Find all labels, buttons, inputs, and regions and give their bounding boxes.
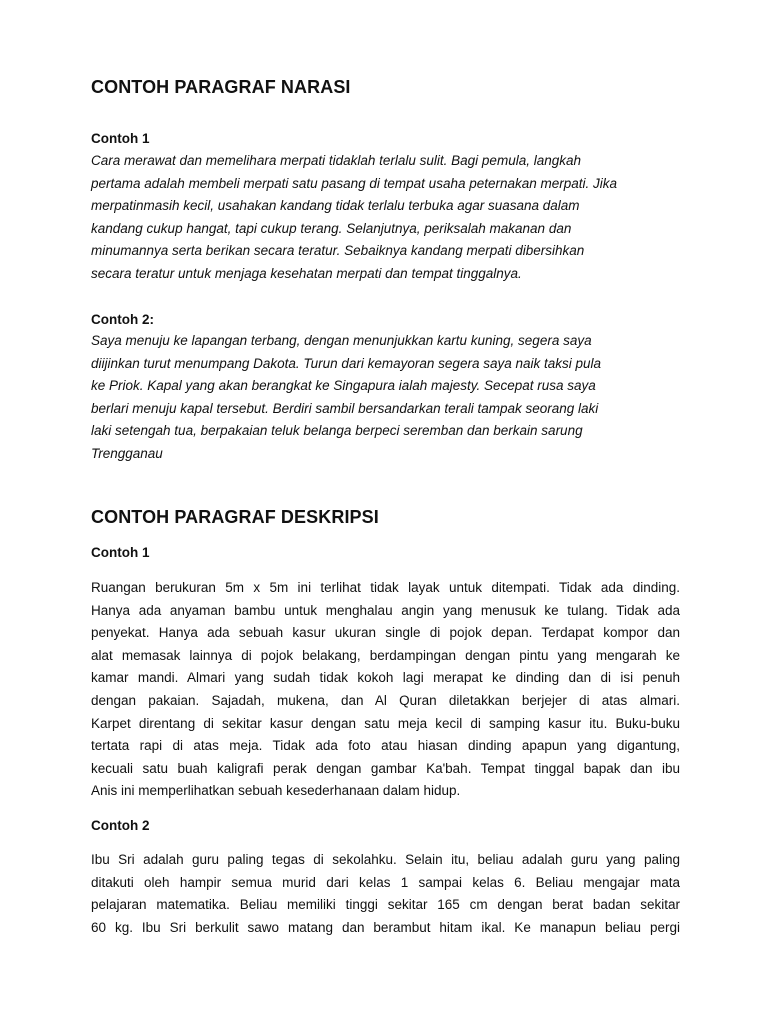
text-line: kamar mandi. Almari yang sudah tidak kokoh lagi merapat ke dinding dan di isi penuh (91, 670, 680, 686)
text-line: Anis ini memperlihatkan sebuah kesederhanaan dalam hidup. (91, 783, 461, 799)
text-line: alat memasak lainnya di pojok belakang, berdampingan dengan pintu yang mengarah ke (91, 647, 680, 663)
text-line: Cara merawat dan memelihara merpati tidaklah terlalu sulit. Bagi pemula, langkah (91, 153, 581, 168)
text-line: secara teratur untuk menjaga kesehatan merpati dan tempat tinggalnya. (91, 265, 522, 281)
text-line: Ruangan berukuran 5m x 5m ini terlihat tidak layak untuk ditempati. Tidak ada dinding. (91, 580, 680, 595)
example-label-deskripsi-2: Contoh 2 (91, 818, 150, 833)
text-line: kandang cukup hangat, tapi cukup terang. Selanjutnya, periksalah makanan dan (91, 220, 572, 236)
text-line: pelajaran matematika. Beliau memiliki tinggi sekitar 165 cm dengan berat badan sekitar (91, 897, 680, 913)
text-line: penyekat. Hanya ada sebuah kasur ukuran single di pojok depan. Terdapat kompor dan (91, 625, 680, 641)
text-line: Karpet direntang di sekitar kasur dengan satu meja kecil di samping kasur itu. Buku-buku (91, 715, 680, 731)
paragraph-deskripsi-1 (91, 577, 680, 803)
text-line: laki setengah tua, berpakaian teluk belanga berpeci seremban dan berkain sarung (91, 423, 583, 439)
text-line: tertata rapi di atas meja. Tidak ada foto atau hiasan dinding apapun yang digantung, (91, 738, 680, 754)
text-line: ditakuti oleh hampir semua murid dari kelas 1 sampai kelas 6. Beliau mengajar mata (91, 874, 680, 890)
example-label-narasi-2: Contoh 2: (91, 312, 154, 327)
example-label-narasi-1: Contoh 1 (91, 131, 150, 146)
text-line: diijinkan turut menumpang Dakota. Turun dari kemayoran segera saya naik taksi pula (91, 355, 602, 371)
paragraph-narasi-1 (91, 150, 680, 286)
text-line: berlari menuju kapal tersebut. Berdiri sambil bersandarkan terali tampak seorang laki (91, 400, 599, 416)
text-line: merpatinmasih kecil, usahakan kandang tidak terlalu terbuka agar suasana dalam (91, 198, 580, 214)
text-line: Saya menuju ke lapangan terbang, dengan menunjukkan kartu kuning, segera saya (91, 333, 592, 348)
example-label-deskripsi-1: Contoh 1 (91, 545, 150, 560)
paragraph-deskripsi-2 (91, 849, 680, 939)
text-line: Hanya ada anyaman bambu untuk menghalau angin yang menusuk ke tulang. Tidak ada (91, 602, 680, 618)
text-line: 60 kg. Ibu Sri berkulit sawo matang dan berambut hitam ikal. Ke manapun beliau pergi (91, 919, 680, 935)
paragraph-narasi-2 (91, 330, 680, 466)
text-line: pertama adalah membeli merpati satu pasang di tempat usaha peternakan merpati. Jika (91, 175, 618, 191)
text-line: Trengganau (91, 445, 163, 461)
section-title-narasi: CONTOH PARAGRAF NARASI (91, 77, 351, 97)
text-line: kecuali satu buah kaligrafi perak dengan gambar Ka'bah. Tempat tinggal bapak dan ibu (91, 760, 680, 776)
text-line: ke Priok. Kapal yang akan berangkat ke Singapura ialah majesty. Secepat rusa saya (91, 378, 596, 394)
text-line: dengan pakaian. Sajadah, mukena, dan Al Quran diletakkan berjejer di atas almari. (91, 692, 680, 708)
text-line: Ibu Sri adalah guru paling tegas di sekolahku. Selain itu, beliau adalah guru yang paling (91, 852, 680, 867)
section-title-deskripsi: CONTOH PARAGRAF DESKRIPSI (91, 507, 379, 527)
text-line: minumannya serta berikan secara teratur. Sebaiknya kandang merpati dibersihkan (91, 243, 585, 259)
